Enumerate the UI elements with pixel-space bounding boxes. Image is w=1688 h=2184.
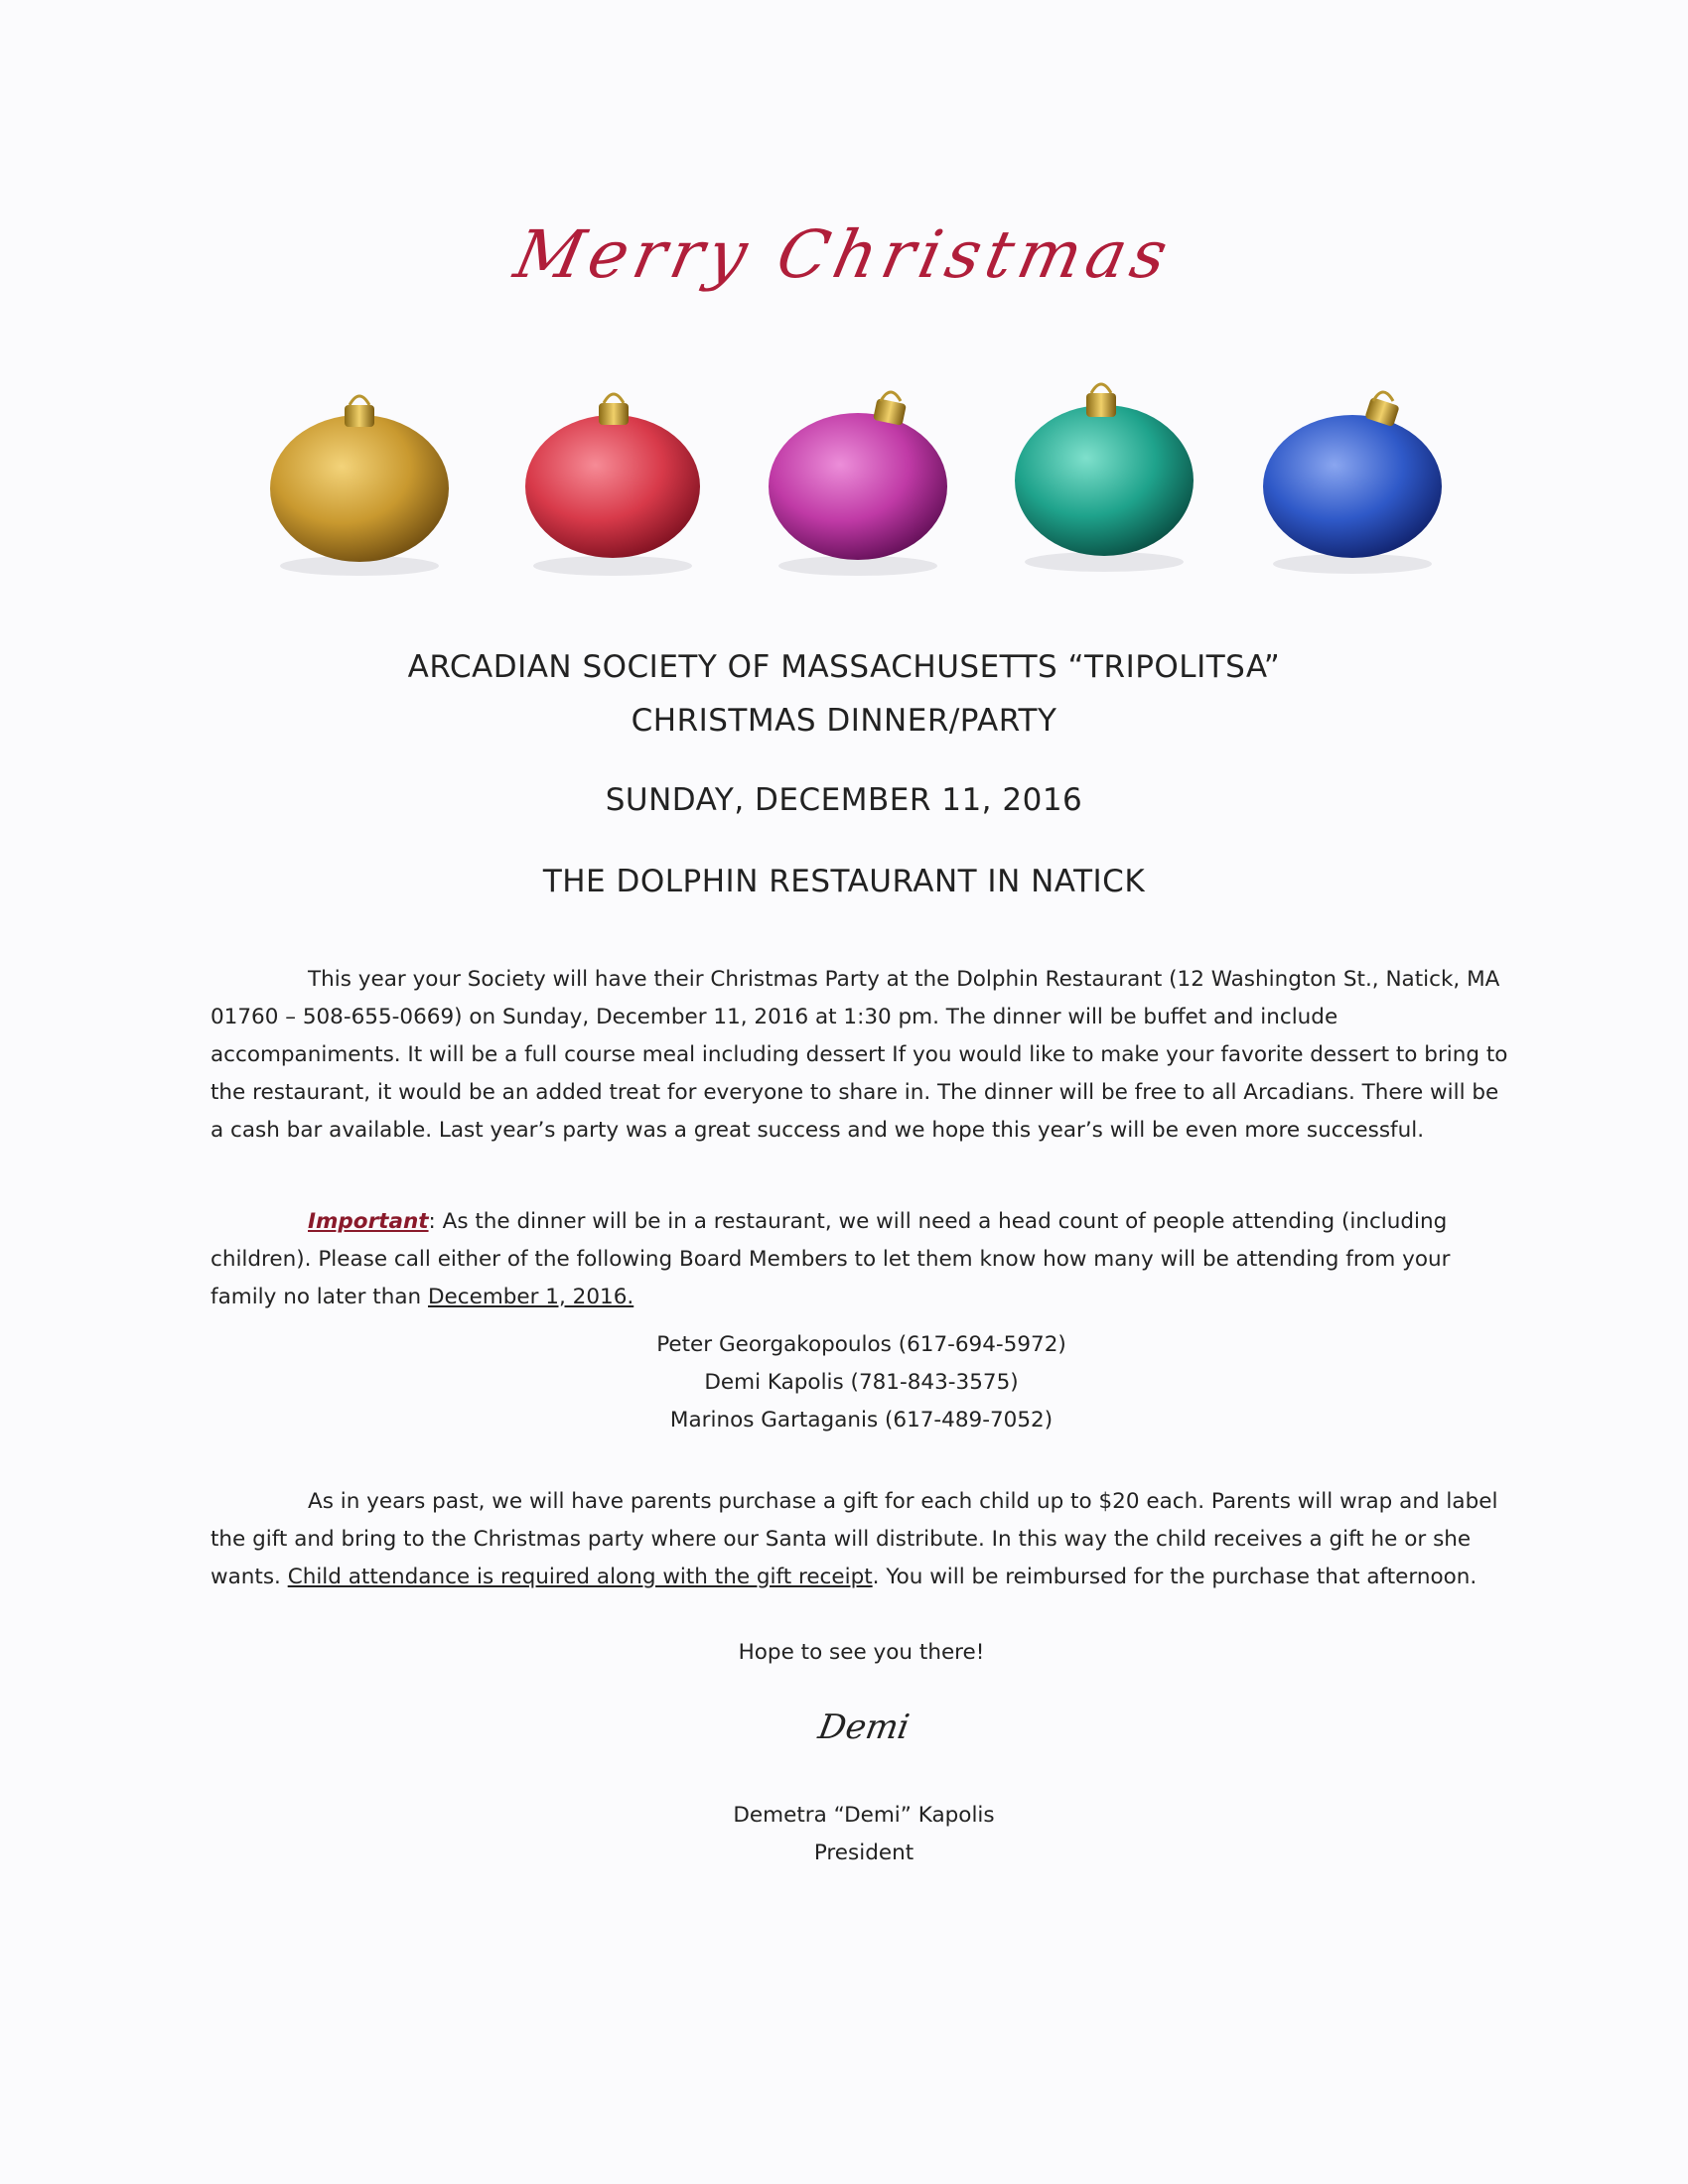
signer-name: Demetra “Demi” Kapolis: [733, 1803, 995, 1828]
board-contact-list: [0, 1326, 1688, 1439]
important-label: Important: [308, 1208, 429, 1234]
gold-ornament: [270, 396, 449, 576]
party-details-paragraph: This year your Society will have their Christmas Party at the Dolphin Restaurant (12 Washington St., Natick, MA 01760 – 508-655-0669) on Sunday, December 11, 2016 at 1:30 pm. The dinner will be buffet and include accompaniments. It will be a full course meal including dessert If you would like to make your favorite dessert to bring to the restaurant, it would be an added treat for everyone to share in. The dinner will be free to all Arcadians. There will be a cash bar available. Last year’s party was a great success and we hope this year’s will be even more successful.: [211, 966, 1508, 1143]
handwritten-signature: Demi: [815, 1707, 913, 1747]
date-heading: SUNDAY, DECEMBER 11, 2016: [605, 782, 1083, 818]
magenta-ornament: [769, 392, 947, 576]
head-count-paragraph: [211, 1203, 1511, 1316]
merry-christmas-title: Merry Christmas: [507, 216, 1181, 293]
contact-marinos: Marinos Gartaganis (617-489-7052): [669, 1408, 1054, 1433]
ornament-row: [0, 377, 1688, 576]
gift-requirement: Child attendance is required along with the gift receipt: [287, 1564, 873, 1589]
gift-text-after: . You will be reimbursed for the purchase that afternoon.: [872, 1564, 1477, 1589]
signer-title: President: [813, 1841, 914, 1865]
teal-ornament: [1015, 384, 1194, 572]
rsvp-deadline: December 1, 2016.: [427, 1284, 634, 1309]
contact-peter: Peter Georgakopoulos (617-694-5972): [656, 1332, 1066, 1357]
closing-line: Hope to see you there!: [738, 1640, 985, 1665]
contact-demi: Demi Kapolis (781-843-3575): [704, 1370, 1019, 1395]
venue-heading: THE DOLPHIN RESTAURANT IN NATICK: [542, 864, 1146, 899]
gift-paragraph: [211, 1483, 1511, 1596]
organization-heading: ARCADIAN SOCIETY OF MASSACHUSETTS “TRIPOLITSA”: [407, 649, 1281, 685]
blue-ornament: [1263, 392, 1442, 574]
gift-text-before: As in years past, we will have parents purchase a gift for each child up to $20 each. Parents will wrap and label the gift and bring to the Christmas party where our Santa will distribute. In this way the child receives a gift he or she wants.: [211, 1488, 1498, 1589]
signer-block: [0, 1797, 1688, 1872]
head-count-text: : As the dinner will be in a restaurant, we will need a head count of people attending (including children). Please call either of the following Board Members to let them know how many will be attending from your family no later than: [211, 1208, 1451, 1309]
red-ornament: [525, 394, 700, 576]
event-heading: CHRISTMAS DINNER/PARTY: [631, 703, 1057, 739]
